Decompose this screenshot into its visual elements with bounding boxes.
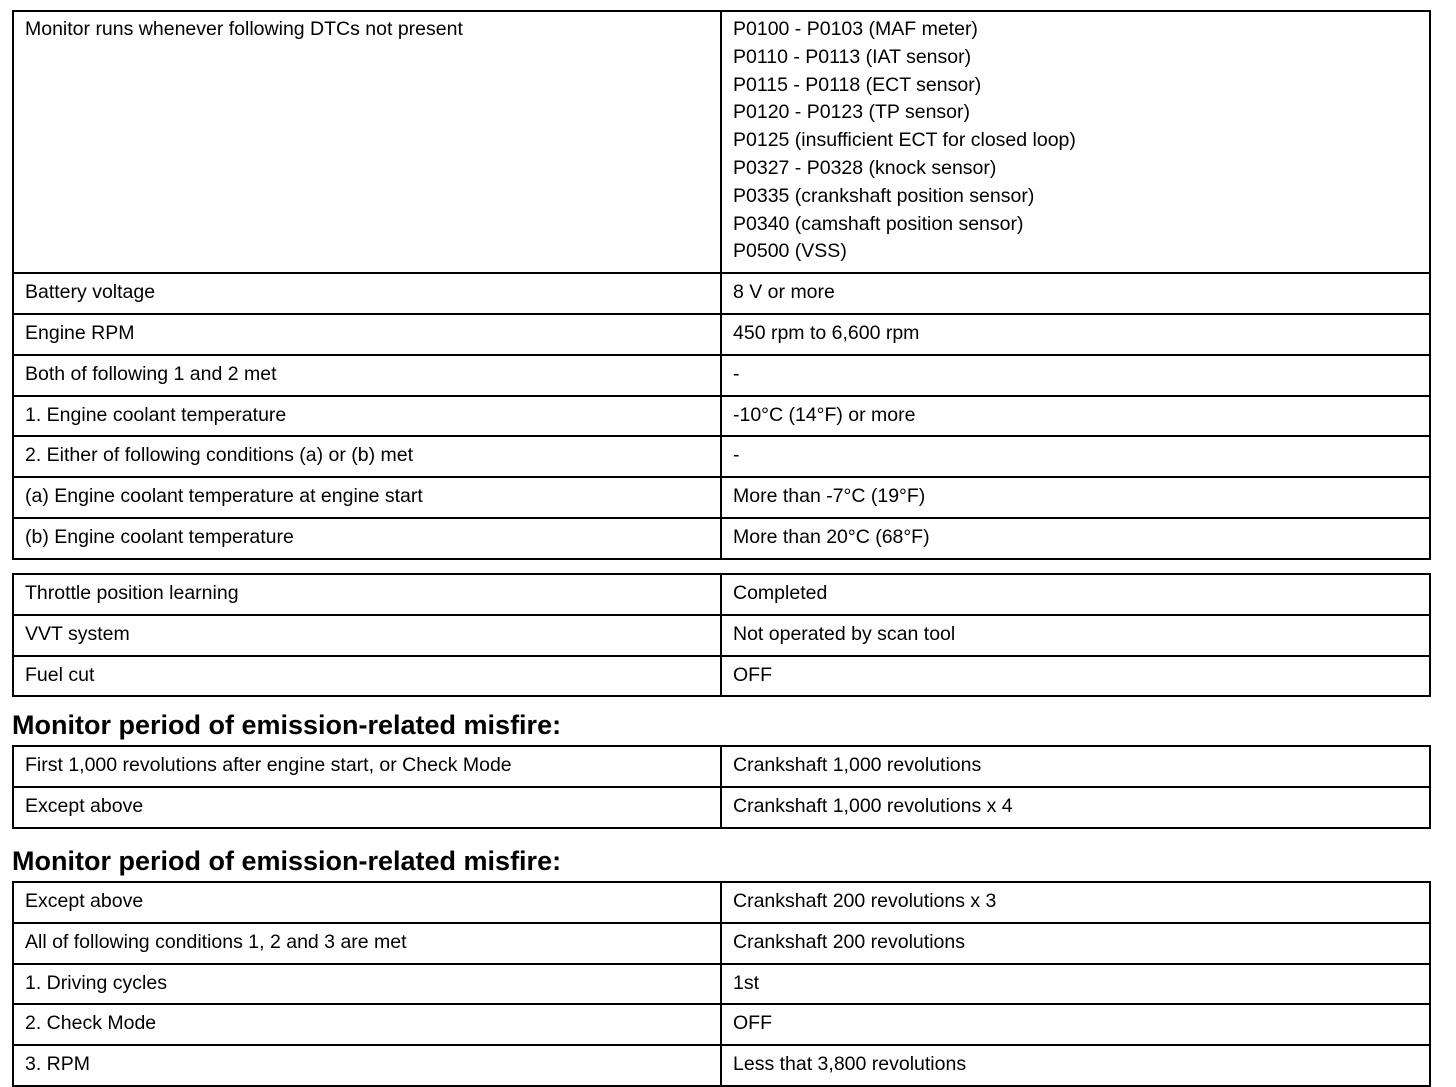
monitor-conditions-table bbox=[12, 10, 1431, 560]
condition-label: First 1,000 revolutions after engine start, or Check Mode bbox=[13, 746, 721, 787]
table-row bbox=[13, 574, 1430, 615]
condition-label: Except above bbox=[13, 787, 721, 828]
condition-value: More than -7°C (19°F) bbox=[721, 477, 1430, 518]
table-row bbox=[13, 615, 1430, 656]
condition-value: More than 20°C (68°F) bbox=[721, 518, 1430, 559]
misfire-period-table bbox=[12, 745, 1431, 829]
table-row bbox=[13, 11, 1430, 273]
table-row bbox=[13, 518, 1430, 559]
condition-value: OFF bbox=[721, 656, 1430, 697]
condition-label: 2. Check Mode bbox=[13, 1004, 721, 1045]
table-row bbox=[13, 436, 1430, 477]
condition-value: - bbox=[721, 436, 1430, 477]
dtc-item: P0120 - P0123 (TP sensor) bbox=[733, 101, 971, 124]
dtc-item: P0327 - P0328 (knock sensor) bbox=[733, 156, 997, 179]
misfire-period-table-2 bbox=[12, 881, 1431, 1087]
condition-value: Not operated by scan tool bbox=[721, 615, 1430, 656]
dtc-item: P0110 - P0113 (IAT sensor) bbox=[733, 45, 972, 68]
dtc-item: P0125 (insufficient ECT for closed loop) bbox=[733, 129, 1076, 152]
table-row bbox=[13, 746, 1430, 787]
condition-label: Except above bbox=[13, 882, 721, 923]
dtc-item: P0100 - P0103 (MAF meter) bbox=[733, 18, 978, 40]
table-row bbox=[13, 656, 1430, 697]
table-row bbox=[13, 477, 1430, 518]
condition-label: 1. Engine coolant temperature bbox=[13, 396, 721, 437]
condition-value: 8 V or more bbox=[721, 273, 1430, 314]
table-row bbox=[13, 273, 1430, 314]
section-heading: Monitor period of emission-related misfire: bbox=[12, 710, 562, 740]
condition-value: Completed bbox=[721, 574, 1430, 615]
condition-label: Fuel cut bbox=[13, 656, 721, 697]
table-row bbox=[13, 1004, 1430, 1045]
condition-label: Battery voltage bbox=[13, 273, 721, 314]
table-row bbox=[13, 882, 1430, 923]
condition-label: 1. Driving cycles bbox=[13, 964, 721, 1005]
table-row bbox=[13, 1045, 1430, 1086]
table-row bbox=[13, 355, 1430, 396]
condition-value: 450 rpm to 6,600 rpm bbox=[721, 314, 1430, 355]
condition-value: Crankshaft 200 revolutions x 3 bbox=[721, 882, 1430, 923]
dtc-item: P0115 - P0118 (ECT sensor) bbox=[733, 73, 982, 96]
condition-value: Crankshaft 1,000 revolutions bbox=[721, 746, 1430, 787]
table-row bbox=[13, 396, 1430, 437]
dtc-item: P0340 (camshaft position sensor) bbox=[733, 212, 1024, 235]
condition-label: Monitor runs whenever following DTCs not present bbox=[13, 11, 721, 273]
condition-value: Crankshaft 1,000 revolutions x 4 bbox=[721, 787, 1430, 828]
condition-label: All of following conditions 1, 2 and 3 are met bbox=[13, 923, 721, 964]
condition-label: (b) Engine coolant temperature bbox=[13, 518, 721, 559]
condition-value: Crankshaft 200 revolutions bbox=[721, 923, 1430, 964]
dtc-item: P0500 (VSS) bbox=[733, 240, 847, 263]
condition-value: -10°C (14°F) or more bbox=[721, 396, 1430, 437]
condition-label: (a) Engine coolant temperature at engine start bbox=[13, 477, 721, 518]
condition-label: Engine RPM bbox=[13, 314, 721, 355]
condition-label: Both of following 1 and 2 met bbox=[13, 355, 721, 396]
condition-label: 2. Either of following conditions (a) or (b) met bbox=[13, 436, 721, 477]
condition-label: VVT system bbox=[13, 615, 721, 656]
condition-value: OFF bbox=[721, 1004, 1430, 1045]
dtc-list bbox=[721, 11, 1430, 273]
table-row bbox=[13, 964, 1430, 1005]
table-row bbox=[13, 923, 1430, 964]
condition-label: Throttle position learning bbox=[13, 574, 721, 615]
condition-value: 1st bbox=[721, 964, 1430, 1005]
table-row bbox=[13, 787, 1430, 828]
condition-label: 3. RPM bbox=[13, 1045, 721, 1086]
system-conditions-table bbox=[12, 573, 1431, 697]
condition-value: - bbox=[721, 355, 1430, 396]
dtc-item: P0335 (crankshaft position sensor) bbox=[733, 184, 1035, 207]
section-heading: Monitor period of emission-related misfire: bbox=[12, 846, 562, 876]
condition-value: Less that 3,800 revolutions bbox=[721, 1045, 1430, 1086]
table-row bbox=[13, 314, 1430, 355]
